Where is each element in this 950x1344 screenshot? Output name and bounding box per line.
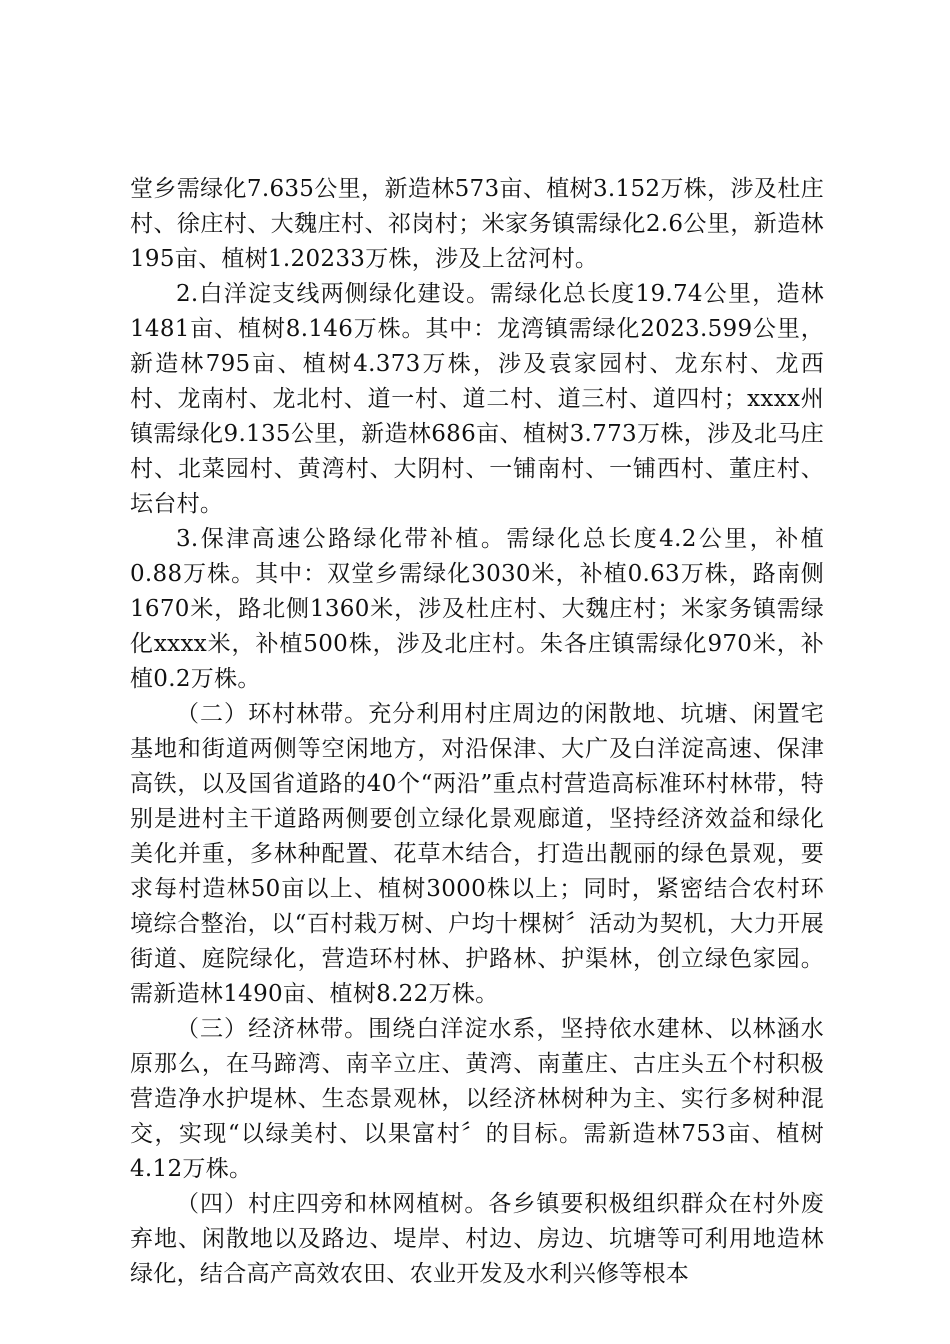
paragraph-continuation: 堂乡需绿化7.635公里，新造林573亩、植树3.152万株，涉及杜庄村、徐庄村、大魏庄村、祁岗村；米家务镇需绿化2.6公里，新造林195亩、植树1.20233万株，涉及上岔河村。 [130,176,824,272]
paragraph-village-surroundings-planting: （四）村庄四旁和林网植树。各乡镇要积极组织群众在村外废弃地、闲散地以及路边、堤岸、村边、房边、坑塘等可利用地造林绿化，结合高产高效农田、农业开发及水利兴修等根本 [130,1191,824,1287]
paragraph-baiyangdian-branch-greening: 2.白洋淀支线两侧绿化建设。需绿化总长度19.74公里，造林1481亩、植树8.146万株。其中：龙湾镇需绿化2023.599公里，新造林795亩、植树4.373万株，涉及袁家园村、龙东村、龙西村、龙南村、龙北村、道一村、道二村、道三村、道四村；xxxx州镇需绿化9.135公里，新造林686亩、植树3.773万株，涉及北马庄村、北菜园村、黄湾村、大阴村、一铺南村、一铺西村、董庄村、坛台村。 [130,281,824,517]
paragraph-baojin-expressway-replanting: 3.保津高速公路绿化带补植。需绿化总长度4.2公里，补植0.88万株。其中：双堂乡需绿化3030米，补植0.63万株，路南侧1670米，路北侧1360米，涉及杜庄村、大魏庄村；米家务镇需绿化xxxx米，补植500株，涉及北庄村。朱各庄镇需绿化970米，补植0.2万株。 [130,526,824,692]
paragraph-village-forest-belt: （二）环村林带。充分利用村庄周边的闲散地、坑塘、闲置宅基地和街道两侧等空闲地方，对沿保津、大广及白洋淀高速、保津高铁，以及国省道路的40个“两沿”重点村营造高标准环村林带，特别是进村主干道路两侧要创立绿化景观廊道，坚持经济效益和绿化美化并重，多林种配置、花草木结合，打造出靓丽的绿色景观，要求每村造林50亩以上、植树3000株以上；同时，紧密结合农村环境综合整治，以“百村栽万树、户均十棵树〞活动为契机，大力开展街道、庭院绿化，营造环村林、护路林、护渠林，创立绿色家园。需新造林1490亩、植树8.22万株。 [130,701,824,1007]
document-body [130,172,824,1292]
paragraph-economic-forest-belt: （三）经济林带。围绕白洋淀水系，坚持依水建林、以林涵水原那么，在马蹄湾、南辛立庄、黄湾、南董庄、古庄头五个村积极营造净水护堤林、生态景观林，以经济林树种为主、实行多树种混交，实现“以绿美村、以果富村〞的目标。需新造林753亩、植树4.12万株。 [130,1016,824,1182]
